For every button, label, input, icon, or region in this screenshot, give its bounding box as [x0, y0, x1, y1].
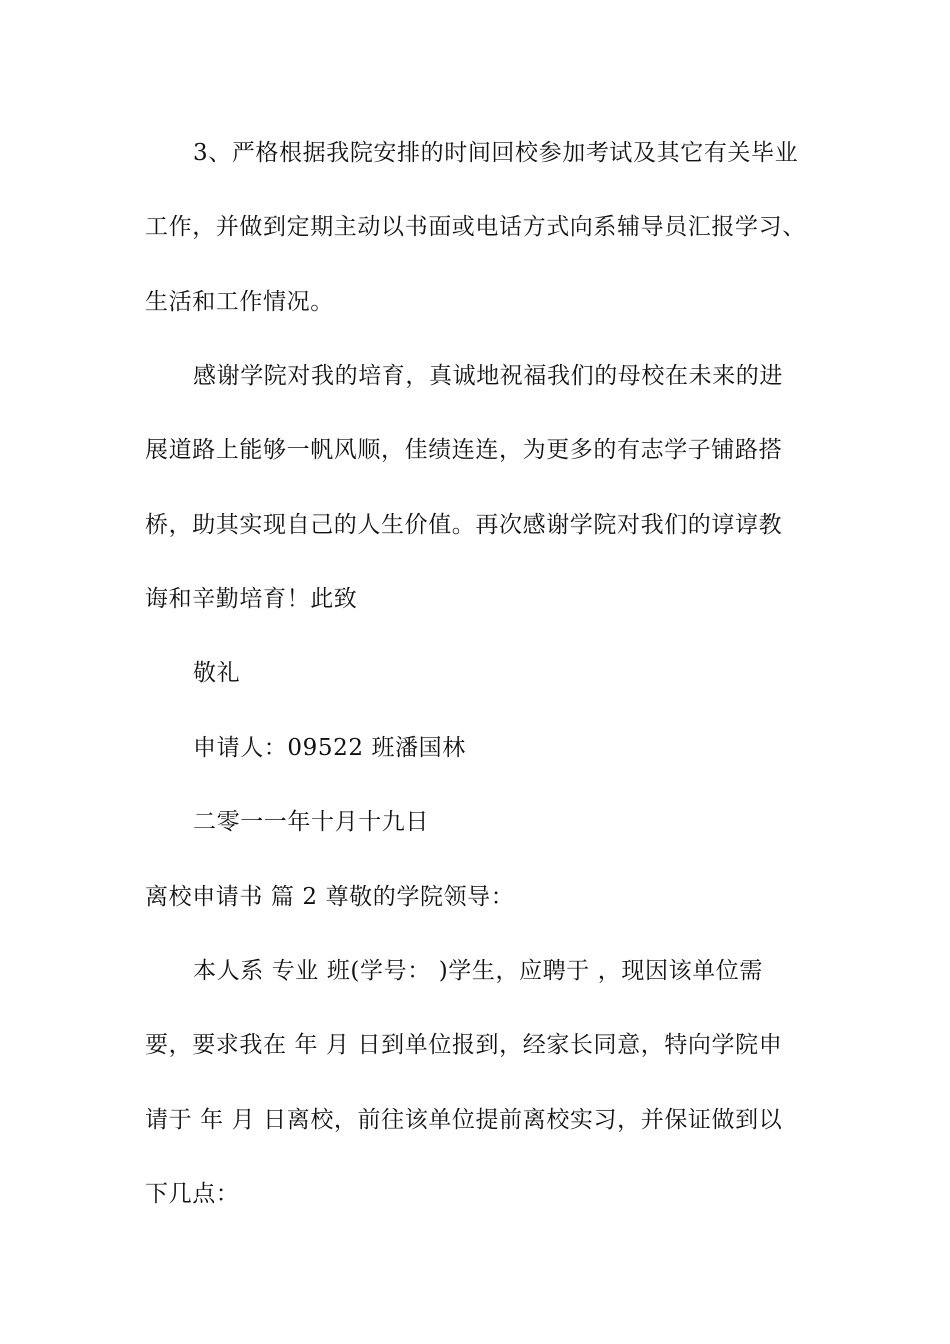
- applicant-signature: 申请人：09522 班潘国林: [193, 735, 466, 761]
- paragraph-line: 下几点：: [145, 1181, 240, 1207]
- section-heading: 离校申请书 篇 2 尊敬的学院领导：: [145, 884, 515, 910]
- paragraph-line: 3、严格根据我院安排的时间回校参加考试及其它有关毕业: [193, 140, 799, 166]
- paragraph-line: 生活和工作情况。: [145, 289, 334, 315]
- paragraph-line: 诲和辛勤培育！此致: [145, 586, 358, 612]
- paragraph-line: 请于 年 月 日离校，前往该单位提前离校实习，并保证做到以: [145, 1107, 783, 1133]
- paragraph-line: 桥，助其实现自己的人生价值。再次感谢学院对我们的谆谆教: [145, 512, 783, 538]
- paragraph-line: 感谢学院对我的培育，真诚地祝福我们的母校在未来的进: [193, 363, 783, 389]
- closing-salutation: 敬礼: [193, 660, 241, 686]
- paragraph-line: 展道路上能够一帆风顺，佳绩连连，为更多的有志学子铺路搭: [145, 437, 783, 463]
- paragraph-line: 本人系 专业 班(学号： )学生，应聘于 ，现因该单位需: [193, 958, 763, 984]
- paragraph-line: 工作，并做到定期主动以书面或电话方式向系辅导员汇报学习、: [145, 214, 806, 240]
- document-date: 二零一一年十月十九日: [193, 809, 429, 835]
- paragraph-line: 要，要求我在 年 月 日到单位报到，经家长同意，特向学院申: [145, 1032, 783, 1058]
